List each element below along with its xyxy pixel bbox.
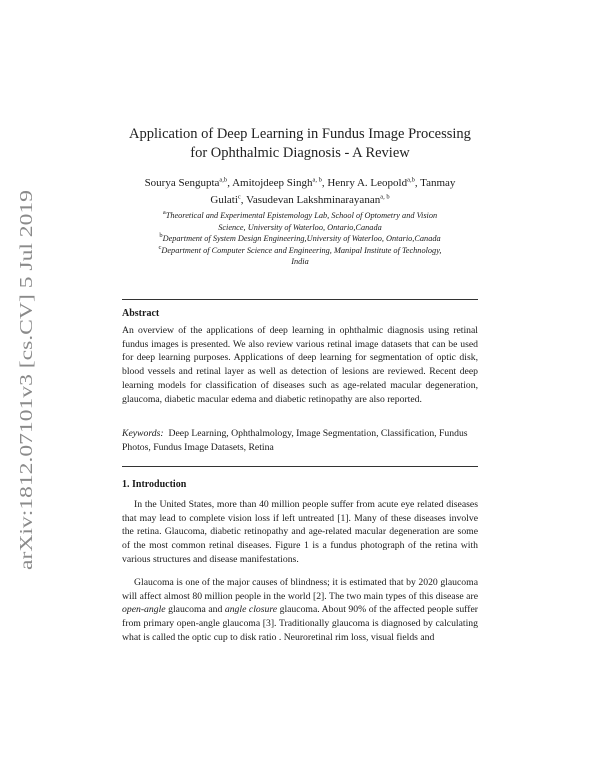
abstract-heading: Abstract <box>122 308 160 319</box>
emphasis: open-angle <box>122 604 166 616</box>
keywords-list: Deep Learning, Ophthalmology, Image Segmentation, Classification, Fundus Photos, Fundus Image Datasets, Retina <box>122 428 468 453</box>
author-affiliation-mark: a,b <box>407 176 415 184</box>
paragraph: Glaucoma is one of the major causes of blindness; it is estimated that by 2020 glaucoma will affect almost 80 million people in the world [2]. The two main types of this disease are open-angle glaucoma and angle closure glaucoma. About 90% of the affected people suffer from primary open-angle glaucoma [3]. Traditionally glaucoma is diagnosed by calculating what is called the optic cup to disk ratio . Neuroretinal rim loss, visual fields and <box>122 577 478 643</box>
author-name: Henry A. Leopold <box>327 177 408 189</box>
title-line-1: Application of Deep Learning in Fundus Image Processing <box>129 126 471 142</box>
author-name: Gulati <box>210 194 238 206</box>
paper-title <box>122 125 478 163</box>
affiliation-mark: c <box>158 243 162 251</box>
emphasis: angle closure <box>224 604 278 616</box>
paragraph: In the United States, more than 40 million people suffer from acute eye related diseases that may lead to complete vision loss if left untreated [1]. Many of these diseases involve the retina. Glaucoma, diabetic retinopathy and age-related macular degeneration are some of the most common retinal diseases. Figure 1 is a fundus photograph of the retina with various structures and disease manifestations. <box>122 499 478 565</box>
abstract-body: An overview of the applications of deep learning in ophthalmic diagnosis using retinal fundus images is presented. We also review various retinal image datasets that can be used for deep learning purposes. Applications of deep learning for segmentation of optic disk, blood vessels and retinal layer as well as detection of lesions are reviewed. Recent deep learning models for classification of diseases such as age-related macular degeneration, glaucoma, diabetic macular edema and diabetic retinopathy are also reported. <box>122 325 478 405</box>
affiliation-mark: a <box>162 209 166 217</box>
author-affiliation-mark: a, b <box>380 193 390 201</box>
author-affiliation-mark: a, b <box>312 176 322 184</box>
abstract-bottom-rule <box>122 466 478 467</box>
author-name: Vasudevan Lakshminarayanan <box>246 194 381 206</box>
affiliation-mark: b <box>159 232 163 240</box>
author-affiliation-mark: c <box>237 193 241 201</box>
affiliation-item: $^c$Department of Computer Science and Engineering, Manipal Institute of Technology, India <box>158 243 442 266</box>
author-list <box>122 175 478 209</box>
arxiv-stamp-text: arXiv:1812.07101v3 [cs.CV] 5 Jul 2019 <box>16 288 36 570</box>
keywords <box>122 427 478 454</box>
arxiv-stamp <box>8 185 42 575</box>
author-name: Sourya Sengupta <box>144 177 220 189</box>
affiliation-item: $^b$Department of System Design Engineering,University of Waterloo, Ontario,Canada <box>159 232 441 243</box>
affiliation-item: $^a$Theoretical and Experimental Epistemology Lab, School of Optometry and Vision Science, University of Waterloo, Ontario,Canada <box>162 209 438 232</box>
affiliation-list <box>122 210 478 268</box>
author-line-2: Gulati$^c$, Vasudevan Lakshminarayanan$^{a, b}$ <box>210 193 390 206</box>
author-line-1: Sourya Sengupta$^{a,b}$, Amitojdeep Singh$^{a, b}$, Henry A. Leopold$^{a,b}$, Tanmay <box>144 176 456 189</box>
author-name: Amitojdeep Singh <box>232 177 313 189</box>
title-line-2: for Ophthalmic Diagnosis - A Review <box>190 145 410 161</box>
author-name: Tanmay <box>420 177 456 189</box>
author-affiliation-mark: a,b <box>219 176 228 184</box>
keywords-label: Keywords: <box>122 428 164 439</box>
section-heading-introduction: 1. Introduction <box>122 479 187 490</box>
abstract-top-rule <box>122 299 478 300</box>
